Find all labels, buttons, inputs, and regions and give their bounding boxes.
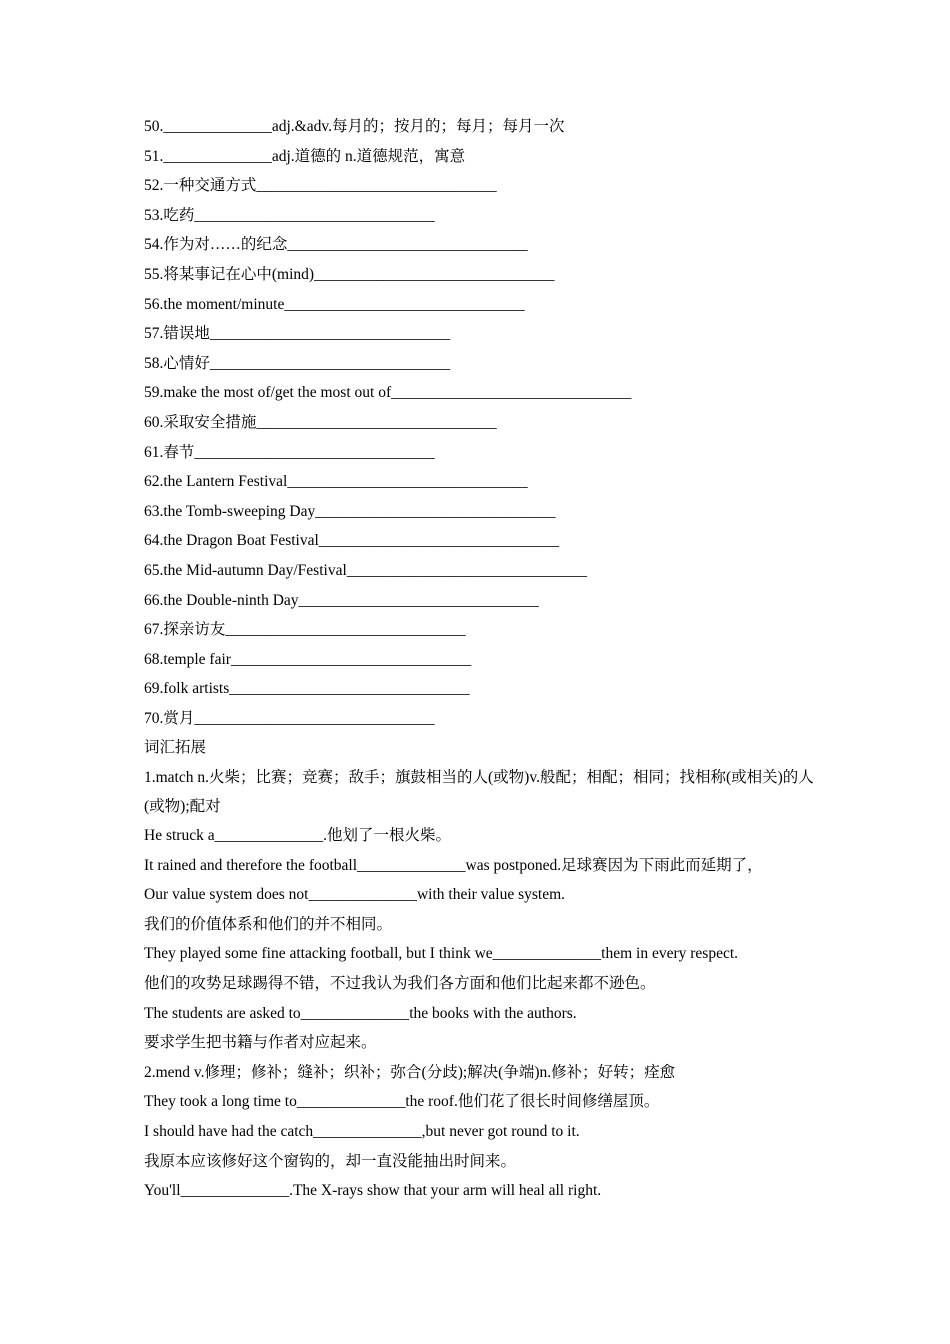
item-prompt: 50. <box>144 118 164 135</box>
answer-blank[interactable]: ______________ <box>163 118 272 135</box>
sentence-start: 我们的价值体系和他们的并不相同。 <box>144 915 393 933</box>
answer-blank[interactable]: ______________ <box>313 1123 422 1140</box>
answer-blank[interactable]: _______________________________ <box>194 709 435 727</box>
sentence-end: with their value system. <box>416 886 566 904</box>
sentence-start: 我原本应该修好这个窗钩的，却一直没能抽出时间来。 <box>144 1152 517 1170</box>
sentence-start: They took a long time to <box>144 1093 297 1111</box>
example-sentence <box>144 939 824 969</box>
item-prompt: 70.赏月 <box>144 709 195 727</box>
vocab-item <box>144 467 824 497</box>
sentence-start: 他们的攻势足球踢得不错，不过我认为我们各方面和他们比起来都不逊色。 <box>144 975 656 993</box>
item-prompt: 52.一种交通方式 <box>144 177 257 195</box>
answer-blank[interactable]: _______________________________ <box>298 591 539 609</box>
sentence-start: 要求学生把书籍与作者对应起来。 <box>144 1034 377 1052</box>
answer-blank[interactable]: _______________________________ <box>229 680 470 698</box>
vocab-item <box>144 349 824 379</box>
item-prompt: 55.将某事记在心中(mind) <box>144 265 315 283</box>
answer-blank[interactable]: _______________________________ <box>225 621 466 639</box>
sentence-start: Our value system does not <box>144 886 309 904</box>
mend-definition: 2.mend v.修理；修补；缝补；织补；弥合(分歧);解决(争端)n.修补；好转；痊愈 <box>144 1063 676 1081</box>
example-sentence <box>144 999 824 1029</box>
answer-blank[interactable]: _______________________________ <box>209 354 451 372</box>
item-prompt: 66.the Double-ninth Day <box>144 591 299 609</box>
answer-blank[interactable]: _______________________________ <box>230 650 472 668</box>
item-gloss: adj.道德的 n.道德规范，寓意 <box>271 147 466 165</box>
answer-blank[interactable]: ______________ <box>214 827 324 845</box>
sentence-start: I should have had the catch <box>144 1123 314 1140</box>
vocab-item <box>144 645 824 675</box>
sentence-end: them in every respect. <box>601 945 739 963</box>
example-sentence <box>144 910 824 940</box>
vocab-item <box>144 319 824 349</box>
sentence-end: was postponed.足球赛因为下雨此而延期了， <box>465 856 763 874</box>
answer-blank[interactable]: _______________________________ <box>256 177 497 195</box>
vocab-item <box>144 438 824 468</box>
item-prompt: 68.temple fair <box>144 650 231 668</box>
answer-blank[interactable]: _______________________________ <box>318 532 560 550</box>
example-sentence <box>144 1028 824 1058</box>
vocab-item <box>144 142 824 172</box>
vocab-item <box>144 615 824 645</box>
item-prompt: 61.春节 <box>144 443 195 461</box>
example-sentence <box>144 880 824 910</box>
vocab-item <box>144 201 824 231</box>
answer-blank[interactable]: _______________________________ <box>315 502 556 520</box>
item-prompt: 51. <box>144 147 164 165</box>
vocab-item <box>144 497 824 527</box>
item-prompt: 57.错误地 <box>144 325 210 343</box>
sentence-end: ,but never got round to it. <box>421 1123 580 1140</box>
item-prompt: 56.the moment/minute <box>144 295 285 313</box>
item-prompt: 69.folk artists <box>144 680 230 698</box>
answer-blank[interactable]: ______________ <box>300 1004 410 1022</box>
item-prompt: 65.the Mid-autumn Day/Festival <box>144 561 347 579</box>
item-prompt: 60.采取安全措施 <box>144 413 257 431</box>
vocab-item <box>144 171 824 201</box>
item-gloss: adj.&adv.每月的；按月的；每月；每月一次 <box>271 118 565 135</box>
answer-blank[interactable]: _______________________________ <box>256 413 497 431</box>
answer-blank[interactable]: _______________________________ <box>314 265 555 283</box>
answer-blank[interactable]: _______________________________ <box>284 295 525 313</box>
sentence-end: .他划了一根火柴。 <box>323 827 451 845</box>
answer-blank[interactable]: ______________ <box>357 856 466 874</box>
match-definition: 1.match n.火柴；比赛；竞赛；敌手；旗鼓相当的人(或物)v.般配；相配；相同；找相称(或相关)的人(或物);配对 <box>144 769 814 816</box>
item-prompt: 59.make the most of/get the most out of <box>144 384 392 402</box>
vocab-item <box>144 526 824 556</box>
example-sentence <box>144 1117 824 1147</box>
item-prompt: 62.the Lantern Festival <box>144 473 288 491</box>
mend-examples <box>144 1087 824 1205</box>
answer-blank[interactable]: ______________ <box>163 147 272 165</box>
example-sentence <box>144 851 824 881</box>
vocab-item <box>144 260 824 290</box>
match-examples <box>144 821 824 1058</box>
answer-blank[interactable]: ______________ <box>180 1182 290 1200</box>
example-sentence <box>144 969 824 999</box>
answer-blank[interactable]: _______________________________ <box>194 443 435 461</box>
item-prompt: 64.the Dragon Boat Festival <box>144 532 319 550</box>
vocab-item <box>144 112 824 142</box>
section-title: 词汇拓展 <box>144 739 207 757</box>
sentence-start: He struck a <box>144 827 215 845</box>
answer-blank[interactable]: _______________________________ <box>287 473 528 491</box>
example-sentence <box>144 1147 824 1177</box>
vocab-item <box>144 586 824 616</box>
vocab-item <box>144 290 824 320</box>
sentence-end: the books with the authors. <box>409 1004 577 1022</box>
example-sentence <box>144 821 824 851</box>
vocab-item <box>144 230 824 260</box>
sentence-start: You'll <box>144 1182 181 1200</box>
vocab-item <box>144 704 824 734</box>
vocab-list <box>144 112 824 733</box>
answer-blank[interactable]: _______________________________ <box>209 325 451 343</box>
answer-blank[interactable]: ______________ <box>296 1093 406 1111</box>
sentence-end: the roof.他们花了很长时间修缮屋顶。 <box>405 1093 660 1111</box>
answer-blank[interactable]: _______________________________ <box>391 384 632 402</box>
document-body <box>144 112 824 1206</box>
answer-blank[interactable]: _______________________________ <box>194 206 435 224</box>
example-sentence <box>144 1176 824 1206</box>
item-prompt: 67.探亲访友 <box>144 621 226 639</box>
item-prompt: 58.心情好 <box>144 354 210 372</box>
example-sentence <box>144 1087 824 1117</box>
vocab-item <box>144 674 824 704</box>
sentence-start: They played some fine attacking football, but I think we <box>144 945 493 963</box>
answer-blank[interactable]: ______________ <box>492 945 602 963</box>
sentence-end: .The X-rays show that your arm will heal all right. <box>289 1182 602 1200</box>
item-prompt: 63.the Tomb-sweeping Day <box>144 502 316 520</box>
answer-blank[interactable]: ______________ <box>308 886 417 904</box>
item-prompt: 54.作为对……的纪念 <box>144 236 288 254</box>
answer-blank[interactable]: _______________________________ <box>287 236 528 254</box>
vocab-item <box>144 378 824 408</box>
vocab-item <box>144 556 824 586</box>
sentence-start: It rained and therefore the football <box>144 856 358 874</box>
sentence-start: The students are asked to <box>144 1004 301 1022</box>
answer-blank[interactable]: _______________________________ <box>346 561 588 579</box>
item-prompt: 53.吃药 <box>144 206 195 224</box>
vocab-item <box>144 408 824 438</box>
